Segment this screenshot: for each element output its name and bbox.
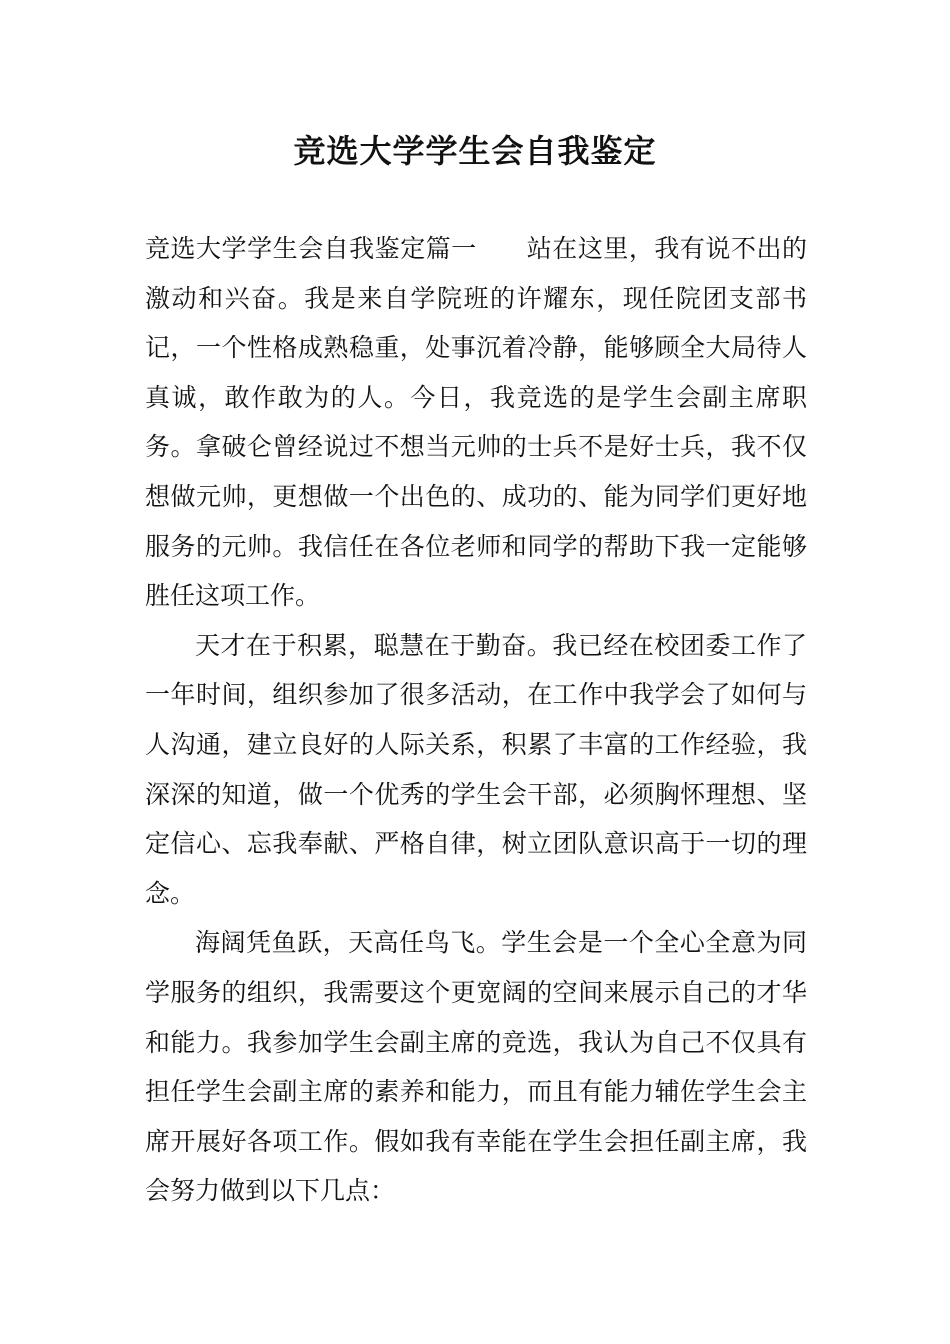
paragraph-2: 天才在于积累，聪慧在于勤奋。我已经在校团委工作了一年时间，组织参加了很多活动，在工作中我学会了如何与人沟通，建立良好的人际关系，积累了丰富的工作经验，我深深的知道，做一个优秀的学生会干部，必须胸怀理想、坚定信心、忘我奉献、严格自律，树立团队意识高于一切的理念。 <box>145 630 807 908</box>
paragraph-1-text: 站在这里，我有说不出的激动和兴奋。我是来自学院班的许耀东，现任院团支部书记，一个性格成熟稳重，处事沉着冷静，能够顾全大局待人真诚，敢作敢为的人。今日，我竞选的是学生会副主席职务。拿破仑曾经说过不想当元帅的士兵不是好士兵，我不仅想做元帅，更想做一个出色的、成功的、能为同学们更好地服务的元帅。我信任在各位老师和同学的帮助下我一定能够胜任这项工作。 <box>145 234 807 611</box>
paragraph-3: 海阔凭鱼跃，天高任鸟飞。学生会是一个全心全意为同学服务的组织，我需要这个更宽阔的空间来展示自己的才华和能力。我参加学生会副主席的竞选，我认为自己不仅具有担任学生会副主席的素养和能力，而且有能力辅佐学生会主席开展好各项工作。假如我有幸能在学生会担任副主席，我会努力做到以下几点： <box>145 928 807 1206</box>
paragraph-1 <box>145 224 807 621</box>
section-title: 竞选大学学生会自我鉴定篇一 <box>145 234 477 263</box>
document-title: 竞选大学学生会自我鉴定 <box>293 132 657 170</box>
document-body <box>145 224 807 1216</box>
